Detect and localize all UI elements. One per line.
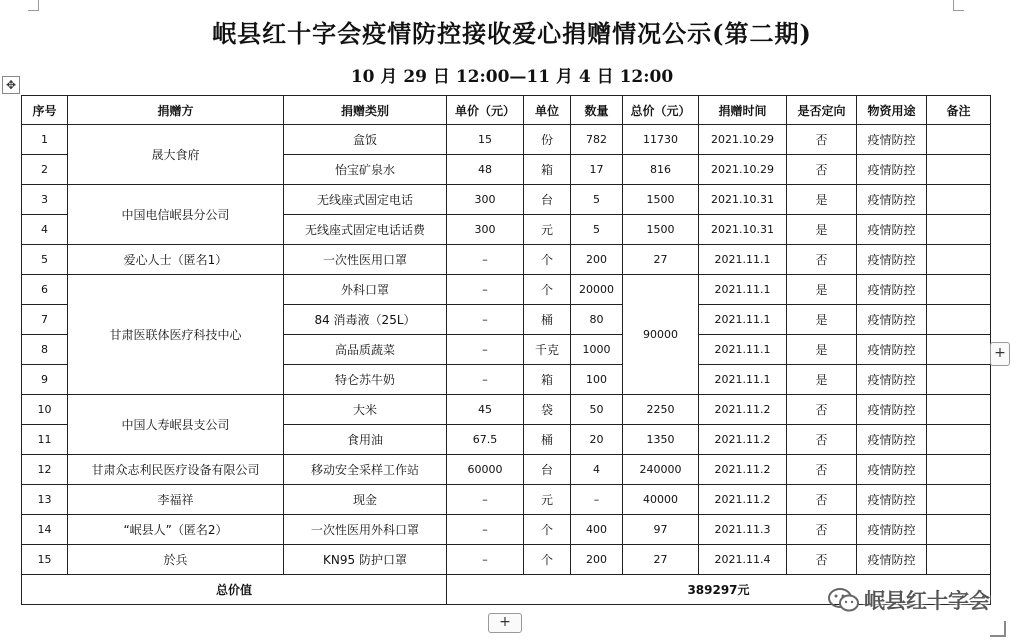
cell-directed: 否 (787, 545, 857, 575)
cell-price: – (447, 245, 524, 275)
cell-date: 2021.10.31 (699, 215, 787, 245)
cell-no: 6 (22, 275, 68, 305)
add-row-button[interactable]: + (488, 613, 522, 633)
cell-qty: 80 (571, 305, 623, 335)
cell-use: 疫情防控 (857, 335, 927, 365)
total-label: 总价值 (22, 575, 447, 605)
header-note: 备注 (927, 96, 991, 125)
cell-unit: 台 (524, 185, 571, 215)
cell-price: 45 (447, 395, 524, 425)
cell-use: 疫情防控 (857, 395, 927, 425)
cell-directed: 否 (787, 395, 857, 425)
cell-unit: 袋 (524, 395, 571, 425)
cell-use: 疫情防控 (857, 155, 927, 185)
cell-note (927, 425, 991, 455)
cell-donor: 於兵 (68, 545, 284, 575)
cell-qty: 100 (571, 365, 623, 395)
table-move-handle-icon[interactable]: ✥ (2, 76, 20, 94)
cell-qty: 50 (571, 395, 623, 425)
cell-category: 无线座式固定电话 (284, 185, 447, 215)
cell-total: 2250 (623, 395, 699, 425)
cell-donor: 爱心人士（匿名1） (68, 245, 284, 275)
cell-donor: 中国电信岷县分公司 (68, 185, 284, 245)
cell-no: 12 (22, 455, 68, 485)
watermark-text: 岷县红十字会 (864, 589, 990, 613)
cell-price: – (447, 275, 524, 305)
cell-note (927, 155, 991, 185)
cell-note (927, 215, 991, 245)
cell-category: 一次性医用外科口罩 (284, 515, 447, 545)
cell-donor: 中国人寿岷县支公司 (68, 395, 284, 455)
cell-note (927, 455, 991, 485)
cell-no: 13 (22, 485, 68, 515)
cell-price: – (447, 365, 524, 395)
cell-price: 300 (447, 185, 524, 215)
cell-date: 2021.11.4 (699, 545, 787, 575)
cell-date: 2021.11.3 (699, 515, 787, 545)
cell-date: 2021.10.29 (699, 125, 787, 155)
cell-directed: 是 (787, 365, 857, 395)
cell-category: 移动安全采样工作站 (284, 455, 447, 485)
cell-total: 11730 (623, 125, 699, 155)
cell-category: KN95 防护口罩 (284, 545, 447, 575)
cell-category: 外科口罩 (284, 275, 447, 305)
header-category: 捐赠类别 (284, 96, 447, 125)
cell-directed: 是 (787, 335, 857, 365)
cell-note (927, 545, 991, 575)
cell-no: 5 (22, 245, 68, 275)
cell-no: 4 (22, 215, 68, 245)
cell-unit: 箱 (524, 155, 571, 185)
cell-no: 15 (22, 545, 68, 575)
cell-directed: 是 (787, 215, 857, 245)
cell-category: 怡宝矿泉水 (284, 155, 447, 185)
add-column-button[interactable]: + (990, 342, 1010, 366)
cell-qty: 20 (571, 425, 623, 455)
cell-price: – (447, 305, 524, 335)
cell-price: – (447, 515, 524, 545)
document-title: 岷县红十字会疫情防控接收爱心捐赠情况公示(第二期) (212, 19, 812, 48)
cell-unit: 份 (524, 125, 571, 155)
cell-unit: 个 (524, 275, 571, 305)
cell-note (927, 305, 991, 335)
cell-date: 2021.11.2 (699, 395, 787, 425)
cell-use: 疫情防控 (857, 365, 927, 395)
cell-directed: 否 (787, 125, 857, 155)
cell-qty: – (571, 485, 623, 515)
cell-use: 疫情防控 (857, 545, 927, 575)
header-date: 捐赠时间 (699, 96, 787, 125)
cell-qty: 200 (571, 245, 623, 275)
cell-use: 疫情防控 (857, 455, 927, 485)
cell-no: 10 (22, 395, 68, 425)
cell-unit: 元 (524, 485, 571, 515)
cell-qty: 1000 (571, 335, 623, 365)
cell-use: 疫情防控 (857, 125, 927, 155)
cell-price: 48 (447, 155, 524, 185)
cell-qty: 782 (571, 125, 623, 155)
donation-table (21, 95, 991, 605)
table-row (22, 275, 991, 305)
cell-total: 1500 (623, 185, 699, 215)
cell-no: 14 (22, 515, 68, 545)
cell-price: – (447, 545, 524, 575)
cell-use: 疫情防控 (857, 215, 927, 245)
cell-category: 大米 (284, 395, 447, 425)
table-row (22, 455, 991, 485)
header-quantity: 数量 (571, 96, 623, 125)
header-total: 总价（元） (623, 96, 699, 125)
cell-date: 2021.10.29 (699, 155, 787, 185)
cell-note (927, 515, 991, 545)
table-row (22, 125, 991, 155)
cell-no: 7 (22, 305, 68, 335)
cell-total: 1500 (623, 215, 699, 245)
cell-price: 67.5 (447, 425, 524, 455)
table-header-row (22, 96, 991, 125)
cell-total: 90000 (623, 275, 699, 395)
cell-use: 疫情防控 (857, 245, 927, 275)
cell-directed: 否 (787, 425, 857, 455)
cell-qty: 4 (571, 455, 623, 485)
cell-no: 9 (22, 365, 68, 395)
cell-no: 11 (22, 425, 68, 455)
cell-date: 2021.11.1 (699, 275, 787, 305)
header-use: 物资用途 (857, 96, 927, 125)
table-row (22, 185, 991, 215)
cell-donor: 甘肃医联体医疗科技中心 (68, 275, 284, 395)
cell-donor: 甘肃众志利民医疗设备有限公司 (68, 455, 284, 485)
cell-total: 240000 (623, 455, 699, 485)
cell-use: 疫情防控 (857, 485, 927, 515)
cell-qty: 17 (571, 155, 623, 185)
cell-qty: 400 (571, 515, 623, 545)
cell-total: 27 (623, 545, 699, 575)
watermark (828, 585, 990, 615)
table-row (22, 395, 991, 425)
cell-category: 84 消毒液（25L） (284, 305, 447, 335)
cell-category: 现金 (284, 485, 447, 515)
cell-directed: 否 (787, 155, 857, 185)
cell-no: 3 (22, 185, 68, 215)
cell-donor: 李福祥 (68, 485, 284, 515)
header-donor: 捐赠方 (68, 96, 284, 125)
cell-use: 疫情防控 (857, 275, 927, 305)
cell-note (927, 185, 991, 215)
cell-total: 1350 (623, 425, 699, 455)
cell-unit: 箱 (524, 365, 571, 395)
cell-note (927, 335, 991, 365)
cell-price: 60000 (447, 455, 524, 485)
cell-directed: 否 (787, 245, 857, 275)
table-resize-handle[interactable] (990, 621, 1006, 637)
header-no: 序号 (22, 96, 68, 125)
cell-price: – (447, 335, 524, 365)
cell-directed: 否 (787, 455, 857, 485)
cell-directed: 否 (787, 515, 857, 545)
cell-note (927, 485, 991, 515)
cell-unit: 台 (524, 455, 571, 485)
cell-total: 40000 (623, 485, 699, 515)
cell-note (927, 125, 991, 155)
cell-total: 97 (623, 515, 699, 545)
cell-date: 2021.11.2 (699, 485, 787, 515)
cell-price: 15 (447, 125, 524, 155)
cell-no: 2 (22, 155, 68, 185)
cell-category: 食用油 (284, 425, 447, 455)
cell-use: 疫情防控 (857, 515, 927, 545)
cell-date: 2021.10.31 (699, 185, 787, 215)
cell-qty: 20000 (571, 275, 623, 305)
cell-category: 高品质蔬菜 (284, 335, 447, 365)
cell-category: 盒饭 (284, 125, 447, 155)
cell-category: 无线座式固定电话话费 (284, 215, 447, 245)
cell-unit: 元 (524, 215, 571, 245)
total-value: 389297元 (447, 575, 991, 605)
table-row (22, 515, 991, 545)
cell-date: 2021.11.1 (699, 335, 787, 365)
cell-directed: 否 (787, 485, 857, 515)
header-unit: 单位 (524, 96, 571, 125)
cell-no: 8 (22, 335, 68, 365)
cell-donor: 晟大食府 (68, 125, 284, 185)
cell-note (927, 365, 991, 395)
cell-total: 27 (623, 245, 699, 275)
cell-use: 疫情防控 (857, 305, 927, 335)
table-row (22, 545, 991, 575)
page-corner-mark (28, 0, 39, 11)
cell-price: – (447, 485, 524, 515)
cell-note (927, 275, 991, 305)
cell-note (927, 245, 991, 275)
cell-date: 2021.11.1 (699, 245, 787, 275)
cell-price: 300 (447, 215, 524, 245)
cell-no: 1 (22, 125, 68, 155)
header-unit-price: 单价（元） (447, 96, 524, 125)
cell-category: 一次性医用口罩 (284, 245, 447, 275)
cell-unit: 桶 (524, 305, 571, 335)
cell-date: 2021.11.1 (699, 365, 787, 395)
cell-date: 2021.11.2 (699, 425, 787, 455)
cell-use: 疫情防控 (857, 185, 927, 215)
cell-qty: 5 (571, 185, 623, 215)
cell-qty: 5 (571, 215, 623, 245)
table-row (22, 245, 991, 275)
cell-total: 816 (623, 155, 699, 185)
cell-category: 特仑苏牛奶 (284, 365, 447, 395)
cell-unit: 个 (524, 545, 571, 575)
cell-qty: 200 (571, 545, 623, 575)
wechat-icon (828, 587, 860, 613)
cell-directed: 是 (787, 275, 857, 305)
cell-date: 2021.11.2 (699, 455, 787, 485)
cell-note (927, 395, 991, 425)
table-row (22, 485, 991, 515)
cell-unit: 千克 (524, 335, 571, 365)
cell-unit: 个 (524, 245, 571, 275)
cell-directed: 是 (787, 185, 857, 215)
header-directed: 是否定向 (787, 96, 857, 125)
cell-unit: 个 (524, 515, 571, 545)
document-subtitle: 10 月 29 日 12:00—11 月 4 日 12:00 (350, 67, 674, 87)
cell-use: 疫情防控 (857, 425, 927, 455)
cell-donor: “岷县人”（匿名2） (68, 515, 284, 545)
cell-unit: 桶 (524, 425, 571, 455)
page-corner-mark (953, 0, 964, 11)
cell-date: 2021.11.1 (699, 305, 787, 335)
cell-directed: 是 (787, 305, 857, 335)
